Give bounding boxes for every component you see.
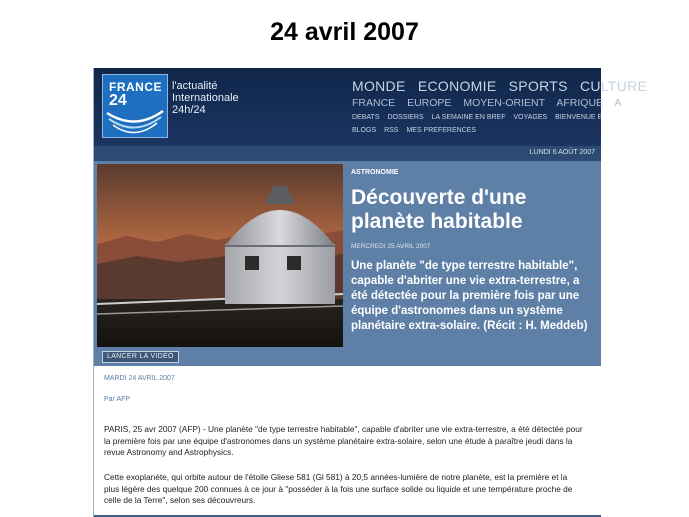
nav-voyages[interactable]: VOYAGES [513, 114, 548, 121]
featured-story [94, 161, 601, 366]
launch-video-button[interactable]: LANCER LA VIDÉO [102, 351, 179, 363]
hero-date: MERCREDI 25 AVRIL 2007 [351, 243, 431, 250]
tagline-line: 24h/24 [172, 104, 206, 116]
sections-nav [352, 114, 608, 121]
slide-title: 24 avril 2007 [270, 18, 419, 46]
headline[interactable]: Découverte d'une planète habitable [351, 186, 527, 233]
nav-afrique[interactable]: AFRIQUE [556, 97, 604, 109]
extra-nav [352, 127, 482, 134]
tagline-line: l'actualité [172, 80, 218, 92]
nav-moyen-orient[interactable]: MOYEN-ORIENT [463, 97, 546, 109]
article-paragraph: Cette exoplanète, qui orbite autour de l'étoile Gliese 581 (Gl 581) à 20,5 années-lumière de notre planète, est la première et la plus légère des quelque 200 connues à ce jour à "posséder à la fois une surface solide ou liquide et une température proche de celle de la Terre", selon ses découvreurs. [104, 472, 573, 505]
nav-debats[interactable]: DEBATS [352, 114, 380, 121]
nav-bienvenue[interactable]: BIENVENUE E [555, 114, 603, 121]
logo-text-24: 24 [109, 92, 127, 109]
observatory-photo[interactable] [97, 164, 343, 347]
france24-logo[interactable] [102, 74, 168, 138]
nav-preferences[interactable]: MES PREFERENCES [406, 127, 477, 134]
nav-dossiers[interactable]: DOSSIERS [387, 114, 424, 121]
tagline-line: Internationale [172, 92, 239, 104]
nav-france[interactable]: FRANCE [352, 97, 396, 109]
tagline [172, 80, 239, 116]
logo-text-france: FRANCE [109, 80, 162, 94]
primary-nav [352, 78, 655, 94]
nav-rss[interactable]: RSS [384, 127, 399, 134]
article-paragraph: PARIS, 25 avr 2007 (AFP) - Une planète "de type terrestre habitable", capable d'abriter une vie extra-terrestre, a été détectée pour la première fois par une équipe d'astronomes dans un système planétaire extra-solaire, selon une étude à paraître jeudi dans la revue Astronomy and Astrophysics. [104, 424, 583, 457]
site-header [94, 68, 648, 146]
article-byline: Par AFP [104, 396, 131, 403]
nav-europe[interactable]: EUROPE [407, 97, 452, 109]
lede-text: Une planète "de type terrestre habitable", capable d'abriter une vie extra-terrestre, a été détectée pour la première fois par une équipe d'astronomes dans un système planétaire extra-solaire. (Récit : H. Meddeb) [351, 260, 588, 332]
section-kicker[interactable]: ASTRONOMIE [351, 169, 399, 176]
observatory-image [97, 164, 343, 347]
nav-semaine[interactable]: LA SEMAINE EN BREF [431, 114, 506, 121]
article-date: MARDI 24 AVRIL 2007 [104, 375, 175, 382]
nav-more[interactable]: A [614, 97, 622, 109]
screenshot-frame [93, 68, 648, 517]
current-date: LUNDI 6 AOÛT 2007 [529, 149, 595, 156]
nav-culture[interactable]: CULTURE [580, 78, 648, 94]
nav-monde[interactable]: MONDE [352, 78, 406, 94]
globe-swoosh-icon [103, 105, 167, 137]
date-bar [94, 146, 601, 161]
nav-economie[interactable]: ECONOMIE [417, 78, 497, 94]
nav-blogs[interactable]: BLOGS [352, 127, 377, 134]
nav-sports[interactable]: SPORTS [508, 78, 568, 94]
regions-nav [352, 97, 630, 109]
